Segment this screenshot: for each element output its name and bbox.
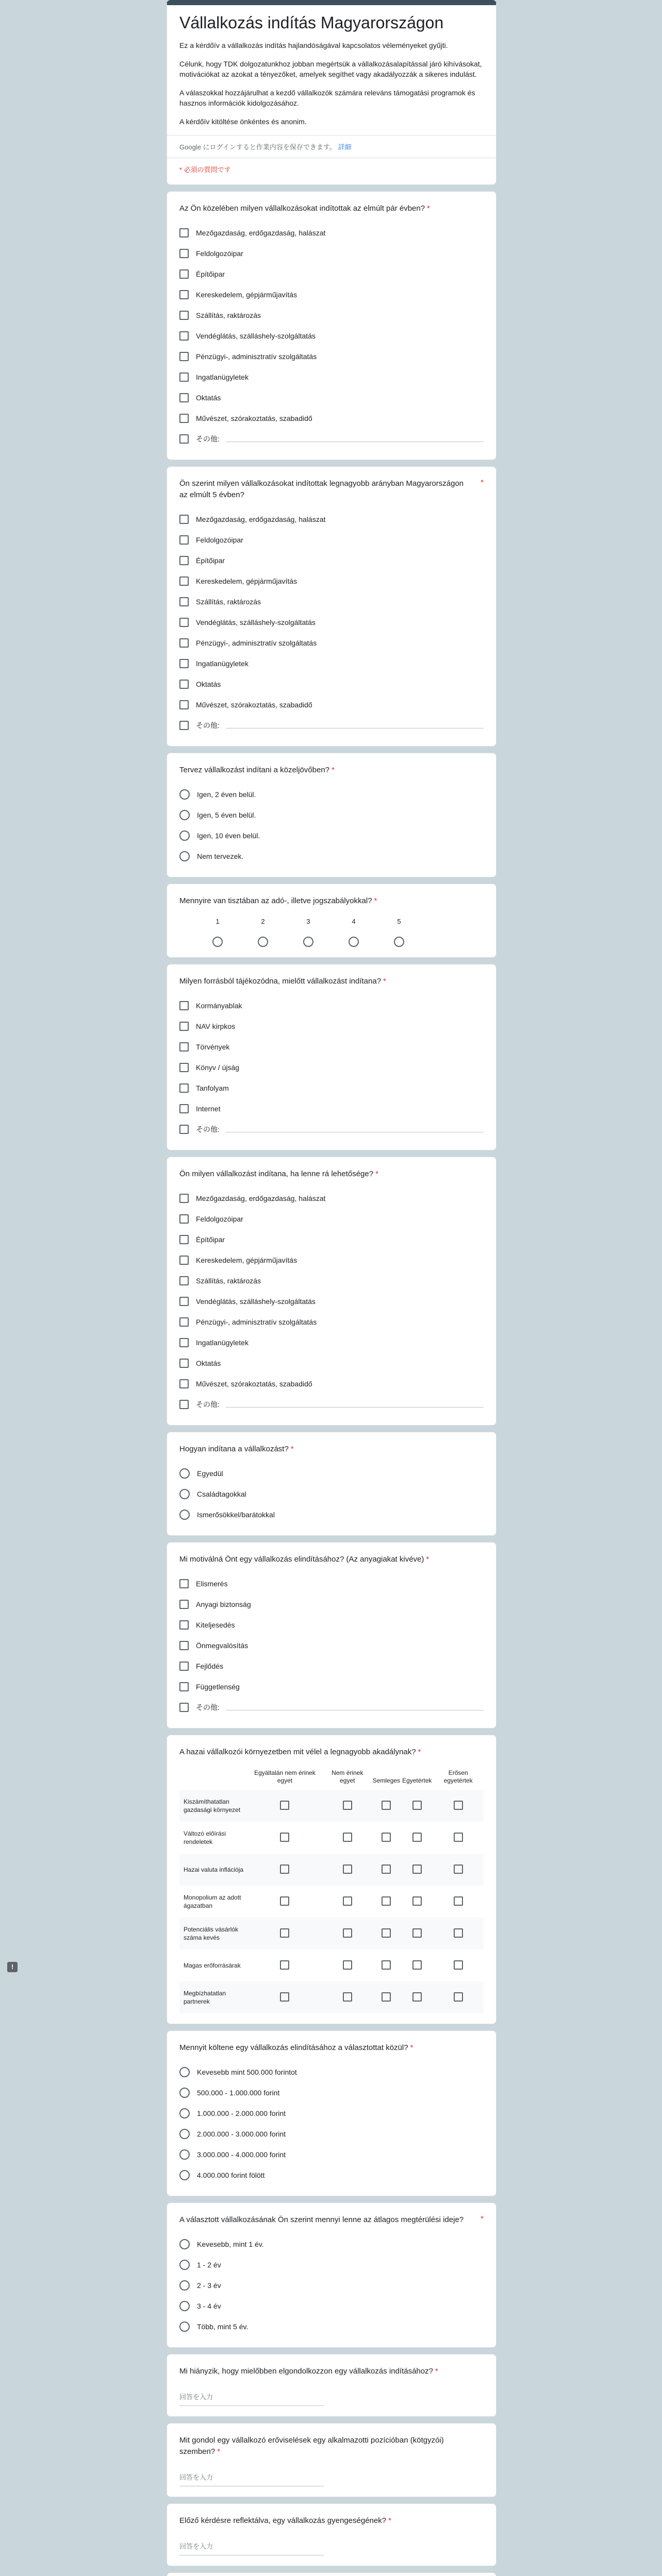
checkbox-option[interactable]: Építőipar: [179, 550, 484, 571]
grid-row: [179, 1790, 484, 1822]
checkbox-option[interactable]: Pénzügyi-, adminisztratív szolgáltatás: [179, 346, 484, 367]
grid-column-header: Erősen egyetértek: [443, 1769, 473, 1784]
checkbox[interactable]: [343, 1865, 352, 1874]
question-title: Mit gondol egy vállalkozó erőviselések egy alkalmazotti pozícióban (kötgyzói) szemben? *: [179, 2436, 444, 2456]
checkbox-option[interactable]: Ingatlanügyletek: [179, 367, 484, 387]
radio-button[interactable]: [179, 2170, 190, 2180]
question-title: Mi motiválná Önt egy vállalkozás elindításához? (Az anyagiakat kivéve) *: [179, 1555, 429, 1564]
checkbox-option[interactable]: Szállítás, raktározás: [179, 1270, 484, 1291]
checkbox-option[interactable]: NAV kirpkos: [179, 1016, 484, 1037]
radio-button[interactable]: [179, 2321, 190, 2332]
radio-option[interactable]: Nem tervezek.: [179, 846, 484, 867]
checkbox-option[interactable]: Építőipar: [179, 264, 484, 284]
checkbox[interactable]: [179, 1125, 189, 1134]
checkbox[interactable]: [179, 228, 189, 238]
checkbox[interactable]: [179, 414, 189, 423]
checkbox[interactable]: [179, 577, 189, 586]
checkbox[interactable]: [382, 1896, 391, 1906]
checkbox[interactable]: [179, 393, 189, 402]
checkbox-option-other[interactable]: その他:: [179, 1119, 484, 1140]
checkbox[interactable]: [382, 1865, 391, 1874]
checkbox[interactable]: [179, 1703, 189, 1712]
checkbox-option-other[interactable]: その他:: [179, 1394, 484, 1415]
checkbox-option[interactable]: Oktatás: [179, 387, 484, 408]
required-star: *: [481, 478, 484, 487]
checkbox[interactable]: [179, 1083, 189, 1093]
checkbox[interactable]: [179, 1379, 189, 1388]
question-title: Mennyire van tisztában az adó-, illetve jogszabályokkal? *: [179, 896, 377, 905]
checkbox[interactable]: [179, 249, 189, 258]
checkbox[interactable]: [412, 1865, 422, 1874]
radio-option[interactable]: Kevesebb, mint 1 év.: [179, 2234, 484, 2255]
checkbox[interactable]: [280, 1928, 289, 1938]
radio-option[interactable]: 4.000.000 forint fölött: [179, 2165, 484, 2185]
question-card-q1: [167, 191, 496, 460]
checkbox-option[interactable]: Művészet, szórakoztatás, szabadidő: [179, 694, 484, 715]
grid-row-label: Magas erőforrásárak: [184, 1962, 241, 1969]
question-card-q2: [167, 466, 496, 747]
radio-button[interactable]: [179, 851, 190, 861]
scale-option[interactable]: 1: [195, 915, 240, 947]
radio-option[interactable]: 3.000.000 - 4.000.000 forint: [179, 2144, 484, 2165]
checkbox[interactable]: [179, 1600, 189, 1609]
form-title: Vállalkozás indítás Magyarországon: [179, 13, 444, 32]
checkbox[interactable]: [179, 1359, 189, 1368]
question-title: Előző kérdésre reflektálva, egy vállalkozás gyengeségének? *: [179, 2516, 391, 2525]
radio-option[interactable]: Több, mint 5 év.: [179, 2316, 484, 2337]
radio-option[interactable]: Igen, 2 éven belül.: [179, 784, 484, 805]
checkbox-option[interactable]: Mezőgazdaság, erdőgazdaság, halászat: [179, 223, 484, 243]
question-card-q13: [167, 2423, 496, 2497]
linear-scale: [179, 915, 484, 947]
question-card-q11: [167, 2202, 496, 2348]
grid-row: [179, 1822, 484, 1854]
checkbox[interactable]: [179, 372, 189, 382]
scale-option[interactable]: 2: [240, 915, 286, 947]
question-card-q15: [167, 2572, 496, 2576]
radio-button[interactable]: [212, 937, 223, 947]
checkbox[interactable]: [280, 1801, 289, 1810]
question-card-q14: [167, 2503, 496, 2566]
question-card-q4: [167, 884, 496, 958]
radio-option[interactable]: 500.000 - 1.000.000 forint: [179, 2082, 484, 2103]
grid-corner: [179, 1766, 246, 1790]
checkbox-option[interactable]: Oktatás: [179, 1353, 484, 1374]
checkbox[interactable]: [454, 1801, 463, 1810]
radio-button[interactable]: [179, 1468, 190, 1479]
grid-column-header: Nem érinek egyet: [332, 1769, 363, 1784]
question-title: A választott vállalkozásának Ön szerint mennyi lenne az átlagos megtérülési ideje?: [179, 2215, 464, 2224]
radio-button[interactable]: [179, 2301, 190, 2311]
checkbox-option[interactable]: Építőipar: [179, 1229, 484, 1250]
question-card-q7: [167, 1432, 496, 1536]
radio-button[interactable]: [258, 937, 268, 947]
grid-column-header: Semleges: [372, 1777, 401, 1784]
radio-button[interactable]: [179, 1510, 190, 1520]
checkbox[interactable]: [382, 1992, 391, 2002]
checkbox-option[interactable]: Ingatlanügyletek: [179, 653, 484, 674]
checkbox-option[interactable]: Függetlenség: [179, 1676, 484, 1697]
radio-option[interactable]: Ismerősökkel/barátokkal: [179, 1504, 484, 1525]
checkbox[interactable]: [280, 1992, 289, 2002]
form-container: [167, 0, 496, 2576]
checkbox-option-other[interactable]: その他:: [179, 1697, 484, 1718]
description-paragraph: Célunk, hogy TDK dolgozatunkhoz jobban megértsük a vállalkozásalapítással járó kihívásokat, motivációkat az azokat a tényezőket, amelyek segíthet vagy akadályozzák a sikeres indulást.: [179, 60, 482, 78]
question-card-q8: [167, 1542, 496, 1728]
checkbox[interactable]: [179, 1042, 189, 1052]
checkbox[interactable]: [412, 1896, 422, 1906]
checkbox-option-other[interactable]: その他:: [179, 429, 484, 449]
checkbox[interactable]: [179, 1063, 189, 1072]
checkbox[interactable]: [412, 1928, 422, 1938]
checkbox-option[interactable]: Anyagi biztonság: [179, 1594, 484, 1615]
checkbox-option[interactable]: Ingatlanügyletek: [179, 1332, 484, 1353]
checkbox[interactable]: [179, 1194, 189, 1203]
checkbox-option[interactable]: Művészet, szórakoztatás, szabadidő: [179, 408, 484, 429]
checkbox-option[interactable]: Vendéglátás, szálláshely-szolgáltatás: [179, 1291, 484, 1312]
radio-option[interactable]: Kevesebb mint 500.000 forintot: [179, 2062, 484, 2082]
checkbox[interactable]: [179, 1400, 189, 1409]
grid-row-label: Kiszámíthatatlan gazdasági környezet: [179, 1790, 246, 1822]
grid-row: [179, 1950, 484, 1981]
checkbox[interactable]: [454, 1865, 463, 1874]
checkbox[interactable]: [179, 311, 189, 320]
other-text-input[interactable]: [226, 1407, 484, 1408]
question-title: Ön milyen vállalkozást indítana, ha lenne rá lehetősége? *: [179, 1170, 378, 1178]
checkbox[interactable]: [179, 638, 189, 648]
checkbox[interactable]: [179, 659, 189, 668]
checkbox[interactable]: [454, 1833, 463, 1842]
radio-button[interactable]: [394, 937, 404, 947]
checkbox[interactable]: [179, 618, 189, 627]
question-card-q3: [167, 753, 496, 877]
short-answer-input[interactable]: 回答を入力: [179, 2385, 324, 2406]
checkbox[interactable]: [454, 1928, 463, 1938]
radio-button[interactable]: [179, 810, 190, 820]
checkbox[interactable]: [280, 1896, 289, 1906]
checkbox[interactable]: [343, 1896, 352, 1906]
checkbox[interactable]: [179, 269, 189, 279]
checkbox[interactable]: [179, 1001, 189, 1010]
checkbox[interactable]: [280, 1960, 289, 1970]
radio-button[interactable]: [179, 2280, 190, 2291]
grid-row: [179, 1981, 484, 2013]
checkbox-option[interactable]: Feldolgozóipar: [179, 243, 484, 264]
checkbox-option[interactable]: Feldolgozóipar: [179, 1209, 484, 1229]
checkbox[interactable]: [179, 1641, 189, 1650]
question-card-q10: [167, 2030, 496, 2196]
question-title: Ön szerint milyen vállalkozásokat indítottak legnagyobb arányban Magyarországon az elmúlt 5 évben?: [179, 479, 464, 499]
required-star: *: [481, 2214, 484, 2223]
checkbox-option[interactable]: Kereskedelem, gépjárműjavítás: [179, 284, 484, 305]
checkbox[interactable]: [343, 1928, 352, 1938]
radio-option[interactable]: 1.000.000 - 2.000.000 forint: [179, 2103, 484, 2124]
grid-row: [179, 1918, 484, 1950]
radio-option[interactable]: Egyedül: [179, 1463, 484, 1484]
radio-option[interactable]: Családtagokkal: [179, 1484, 484, 1504]
checkbox[interactable]: [179, 535, 189, 545]
checkbox-option[interactable]: Mezőgazdaság, erdőgazdaság, halászat: [179, 1188, 484, 1209]
grid-row-label: Monopolium az adott ágazatban: [184, 1894, 241, 1909]
checkbox[interactable]: [343, 1992, 352, 2002]
checkbox[interactable]: [179, 1338, 189, 1347]
checkbox[interactable]: [179, 680, 189, 689]
checkbox[interactable]: [382, 1928, 391, 1938]
checkbox[interactable]: [179, 1682, 189, 1691]
required-note: * 必須の質問です: [179, 166, 231, 174]
checkbox-grid: [179, 1766, 484, 2013]
checkbox[interactable]: [412, 1992, 422, 2002]
checkbox-option[interactable]: Oktatás: [179, 674, 484, 694]
checkbox-option[interactable]: Kereskedelem, gépjárműjavítás: [179, 1250, 484, 1270]
question-card-q9: [167, 1735, 496, 2024]
question-title: Az Ön közelében milyen vállalkozásokat indítottak az elmúlt pár évben? *: [179, 204, 430, 213]
radio-button[interactable]: [179, 789, 190, 800]
grid-row-label: Megbízhatatlan partnerek: [179, 1981, 246, 2013]
checkbox[interactable]: [454, 1960, 463, 1970]
checkbox-option[interactable]: Kereskedelem, gépjárműjavítás: [179, 571, 484, 591]
radio-button[interactable]: [303, 937, 313, 947]
radio-button[interactable]: [179, 2260, 190, 2270]
radio-option[interactable]: Igen, 5 éven belül.: [179, 805, 484, 825]
checkbox[interactable]: [454, 1896, 463, 1906]
grid-column-header: Egyetértek: [402, 1777, 432, 1784]
radio-button[interactable]: [349, 937, 359, 947]
question-title: Milyen forrásból tájékozódna, mielőtt vállalkozást indítana? *: [179, 977, 386, 986]
radio-option[interactable]: 3 - 4 év: [179, 2296, 484, 2316]
radio-button[interactable]: [179, 2239, 190, 2249]
checkbox-option[interactable]: Szállítás, raktározás: [179, 305, 484, 326]
checkbox[interactable]: [179, 1297, 189, 1306]
question-card-q12: [167, 2354, 496, 2417]
checkbox[interactable]: [343, 1960, 352, 1970]
radio-button[interactable]: [179, 2088, 190, 2098]
checkbox[interactable]: [179, 556, 189, 565]
checkbox-option[interactable]: Mezőgazdaság, erdőgazdaság, halászat: [179, 509, 484, 530]
checkbox-option[interactable]: Tanfolyam: [179, 1078, 484, 1098]
checkbox-option[interactable]: Művészet, szórakoztatás, szabadidő: [179, 1374, 484, 1394]
question-title: Mennyit költene egy vállalkozás elindításához a választottat közül? *: [179, 2043, 413, 2052]
description-paragraph: A kérdőív kitöltése önkéntes és anonim.: [179, 117, 307, 126]
grid-row-label: Potenciális vásárlók száma kevés: [179, 1918, 246, 1950]
question-card-q6: [167, 1157, 496, 1426]
checkbox[interactable]: [412, 1960, 422, 1970]
checkbox-option[interactable]: Internet: [179, 1098, 484, 1119]
checkbox[interactable]: [179, 1256, 189, 1265]
short-answer-input[interactable]: 回答を入力: [179, 2466, 324, 2486]
checkbox[interactable]: [179, 1022, 189, 1031]
report-problem-icon[interactable]: !: [7, 1962, 18, 1972]
checkbox[interactable]: [179, 597, 189, 606]
radio-button[interactable]: [179, 2108, 190, 2119]
checkbox[interactable]: [179, 1620, 189, 1630]
form-header-card: [167, 0, 496, 185]
checkbox-option[interactable]: Önmegvalósítás: [179, 1635, 484, 1656]
grid-row-label: Változó előírási rendeletek: [184, 1830, 226, 1845]
checkbox-option[interactable]: Vendéglátás, szálláshely-szolgáltatás: [179, 326, 484, 346]
checkbox-option[interactable]: Elismerés: [179, 1573, 484, 1594]
checkbox-option[interactable]: Könyv / újság: [179, 1057, 484, 1078]
checkbox-option[interactable]: Szállítás, raktározás: [179, 591, 484, 612]
description-paragraph: A válaszokkal hozzájárulhat a kezdő vállalkozók számára releváns támogatási programok és hasznos információk kidolgozásához.: [179, 89, 475, 107]
checkbox[interactable]: [179, 1579, 189, 1588]
login-details-link[interactable]: 詳細: [338, 143, 352, 151]
description-paragraph: Ez a kérdőív a vállalkozás indítás hajlandóságával kapcsolatos véleményeket gyűjti.: [179, 41, 448, 49]
login-notice: [179, 142, 484, 151]
form-description: [179, 40, 484, 127]
checkbox[interactable]: [179, 1104, 189, 1113]
question-title: A hazai vállalkozói környezetben mit vélel a legnagyobb akadálynak? *: [179, 1748, 421, 1756]
checkbox-option[interactable]: Pénzügyi-, adminisztratív szolgáltatás: [179, 1312, 484, 1332]
checkbox-option[interactable]: Kormányablak: [179, 995, 484, 1016]
question-card-q5: [167, 964, 496, 1150]
radio-option[interactable]: 2.000.000 - 3.000.000 forint: [179, 2124, 484, 2144]
question-title: Hogyan indítana a vállalkozást? *: [179, 1445, 294, 1453]
checkbox[interactable]: [179, 1235, 189, 1244]
checkbox[interactable]: [343, 1833, 352, 1842]
checkbox[interactable]: [179, 434, 189, 444]
checkbox[interactable]: [454, 1992, 463, 2002]
checkbox-option[interactable]: Törvények: [179, 1037, 484, 1057]
radio-button[interactable]: [179, 2067, 190, 2077]
scale-option[interactable]: 5: [376, 915, 422, 947]
login-text: Google にログインすると作業内容を保存できます。: [179, 143, 336, 151]
checkbox-option[interactable]: Feldolgozóipar: [179, 530, 484, 550]
checkbox[interactable]: [382, 1801, 391, 1810]
checkbox[interactable]: [280, 1865, 289, 1874]
checkbox[interactable]: [412, 1833, 422, 1842]
radio-button[interactable]: [179, 2149, 190, 2160]
checkbox-option[interactable]: Vendéglátás, szálláshely-szolgáltatás: [179, 612, 484, 633]
checkbox[interactable]: [179, 352, 189, 361]
checkbox[interactable]: [179, 1662, 189, 1671]
checkbox-option-other[interactable]: その他:: [179, 715, 484, 736]
checkbox-option[interactable]: Kiteljesedés: [179, 1615, 484, 1635]
question-title: Tervez vállalkozást indítani a közeljövőben? *: [179, 766, 335, 774]
checkbox[interactable]: [179, 1276, 189, 1285]
checkbox[interactable]: [382, 1833, 391, 1842]
checkbox[interactable]: [382, 1960, 391, 1970]
checkbox[interactable]: [179, 331, 189, 341]
radio-option[interactable]: Igen, 10 éven belül.: [179, 825, 484, 846]
scale-option[interactable]: 3: [286, 915, 331, 947]
question-title: Mi hiányzik, hogy mielőbben elgondolkozzon egy vállalkozás indításához? *: [179, 2367, 438, 2376]
grid-row: [179, 1854, 484, 1886]
checkbox[interactable]: [343, 1801, 352, 1810]
grid-column-header: Egyáltalán nem érinek egyet: [254, 1769, 316, 1784]
checkbox[interactable]: [179, 1317, 189, 1327]
scale-option[interactable]: 4: [331, 915, 376, 947]
checkbox[interactable]: [179, 1214, 189, 1224]
checkbox[interactable]: [280, 1833, 289, 1842]
radio-option[interactable]: 1 - 2 év: [179, 2255, 484, 2275]
checkbox[interactable]: [412, 1801, 422, 1810]
short-answer-input[interactable]: 回答を入力: [179, 2535, 324, 2555]
radio-button[interactable]: [179, 1489, 190, 1499]
grid-row: [179, 1886, 484, 1918]
radio-option[interactable]: 2 - 3 év: [179, 2275, 484, 2296]
checkbox[interactable]: [179, 700, 189, 709]
checkbox-option[interactable]: Pénzügyi-, adminisztratív szolgáltatás: [179, 633, 484, 653]
checkbox-option[interactable]: Fejlődés: [179, 1656, 484, 1676]
radio-button[interactable]: [179, 2129, 190, 2139]
checkbox[interactable]: [179, 515, 189, 524]
radio-button[interactable]: [179, 831, 190, 841]
checkbox[interactable]: [179, 721, 189, 730]
checkbox[interactable]: [179, 290, 189, 299]
grid-row-label: Hazai valuta inflációja: [179, 1854, 246, 1886]
